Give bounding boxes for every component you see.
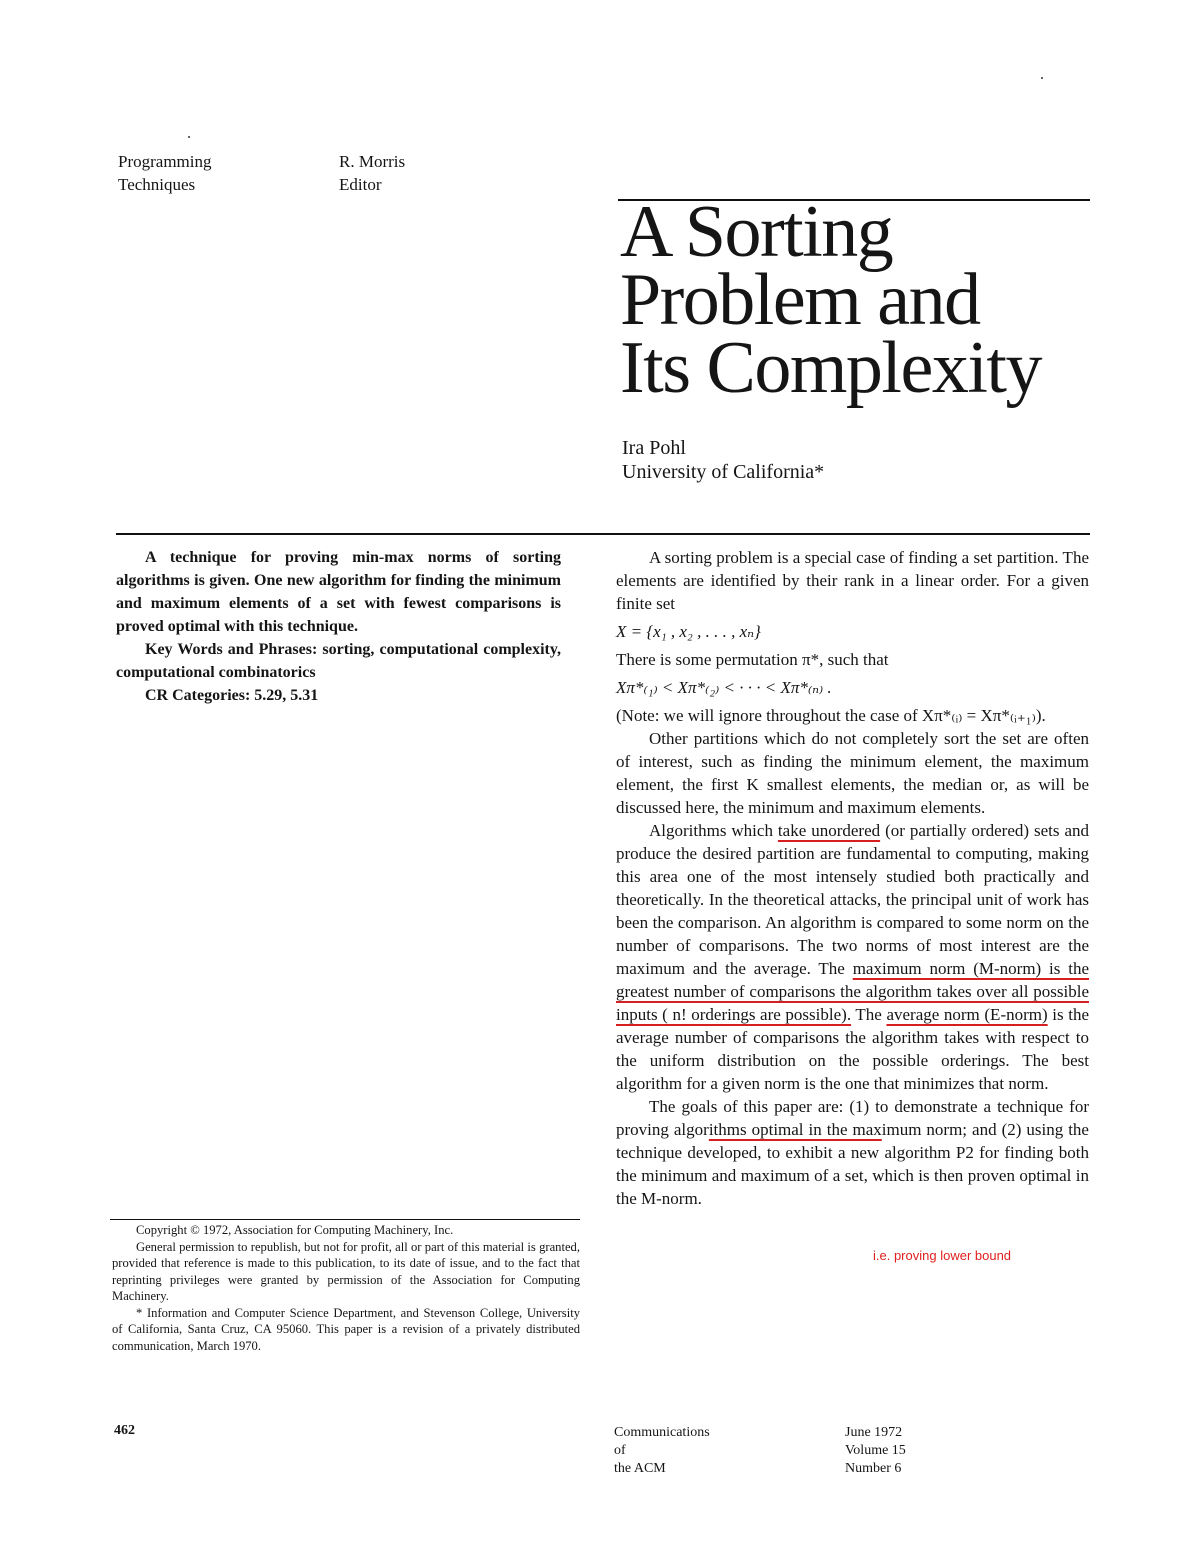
- author-block: [622, 436, 824, 484]
- paragraph-1: A sorting problem is a special case of finding a set partition. The elements are identified by their rank in a linear order. For a given finite set: [616, 548, 1089, 613]
- paragraph-note: (Note: we will ignore throughout the case of Xπ*₍ᵢ₎ = Xπ*₍ᵢ₊₁₎).: [616, 706, 1046, 725]
- issue-number: Number 6: [845, 1461, 902, 1476]
- paragraph-algorithms: [616, 819, 1089, 1095]
- red-underline-maximum-norm: maximum norm (M-norm) is the greatest number of comparisons the algorithm takes over all possible inputs ( n! orderings are possible).: [616, 959, 1089, 1024]
- author-affiliation: University of California*: [622, 461, 825, 483]
- equation-set: X = {x₁ , x₂ , . . . , xₙ}: [616, 622, 761, 641]
- red-underline-take-unordered: take unordered: [777, 821, 881, 840]
- journal-line-3: the ACM: [614, 1461, 666, 1476]
- editor-name: R. Morris: [339, 152, 406, 171]
- editor-role: Editor: [339, 175, 382, 194]
- text-run: is the average number of comparisons the algorithm takes with respect to the uniform distribution on the possible orderings. The best algorithm for a given norm is the one that minimizes that norm.: [616, 1005, 1089, 1093]
- annotation-note: i.e. proving lower bound: [873, 1248, 1012, 1263]
- scan-speck: [188, 136, 190, 138]
- red-underline-average-norm: average norm (E-norm): [886, 1005, 1048, 1024]
- abstract-summary: A technique for proving min-max norms of sorting algorithms is given. One new algorithm for finding the minimum and maximum elements of a set with fewest comparisons is proved optimal with this technique.: [116, 549, 561, 635]
- paragraph-2: There is some permutation π*, such that: [616, 650, 889, 669]
- paper-title: [620, 191, 1160, 409]
- issue-volume: Volume 15: [845, 1443, 906, 1458]
- footnote-affiliation: * Information and Computer Science Department, and Stevenson College, University of California, Santa Cruz, CA 95060. This paper is a revision of a privately distributed communication, March 1970.: [112, 1305, 580, 1353]
- text-run: imum norm; and (2) using the technique developed, to exhibit a new algorithm P2 for finding both the minimum and maximum of a set, which is then proven optimal in the M-norm.: [616, 1120, 1089, 1208]
- paragraph-goals: [616, 1095, 1089, 1210]
- text-run: Algorithms which: [649, 821, 778, 840]
- scan-speck: [1041, 77, 1043, 79]
- author-name: Ira Pohl: [622, 437, 686, 459]
- red-underline-optimal: ithms optimal in the max: [708, 1120, 882, 1139]
- issue-info: [845, 1424, 906, 1478]
- title-line-1: A Sorting: [620, 191, 893, 273]
- abstract-keywords: Key Words and Phrases: sorting, computational complexity, computational combinatorics: [116, 641, 561, 681]
- text-run: The: [851, 1005, 887, 1024]
- section-line-2: Techniques: [118, 175, 196, 194]
- abstract: [116, 546, 561, 707]
- footnote-rule: [110, 1219, 580, 1220]
- equation-permutation: Xπ*₍₁₎ < Xπ*₍₂₎ < · · · < Xπ*₍ₙ₎ .: [616, 678, 832, 697]
- abstract-categories: CR Categories: 5.29, 5.31: [145, 687, 319, 704]
- body-text: [616, 546, 1089, 1210]
- title-line-2: Problem and: [620, 259, 980, 341]
- paragraph-partitions: Other partitions which do not completely sort the set are often of interest, such as finding the minimum element, the maximum element, the first K smallest elements, the median or, as will be discussed here, the minimum and maximum elements.: [616, 729, 1089, 817]
- journal-line-1: Communications: [614, 1425, 710, 1440]
- page-number: 462: [114, 1423, 135, 1438]
- text-run: (or partially ordered) sets and produce the desired partition are fundamental to computing, making this area one of the most intensely studied both practically and theoretically. In the theoretical attacks, the principal unit of work has been the comparison. An algorithm is compared to some norm on the number of comparisons. The two norms of most interest are the maximum and the average. The: [616, 821, 1089, 978]
- section-label: [118, 150, 212, 196]
- journal-line-2: of: [614, 1443, 626, 1458]
- editor-label: [339, 150, 405, 196]
- section-rule: [116, 533, 1090, 535]
- footnote-copyright: Copyright © 1972, Association for Computing Machinery, Inc.: [136, 1223, 454, 1237]
- footnotes: [112, 1222, 580, 1354]
- footnote-permission: General permission to republish, but not for profit, all or part of this material is granted, provided that reference is made to this publication, to its date of issue, and to the fact that reprinting privileges were granted by permission of the Association for Computing Machinery.: [112, 1239, 580, 1303]
- issue-date: June 1972: [845, 1425, 903, 1440]
- text-run: The goals of this paper are: (1) to demonstrate a technique for proving algor: [616, 1097, 1089, 1139]
- section-line-1: Programming: [118, 152, 212, 171]
- journal-name: [614, 1424, 710, 1478]
- title-line-3: Its Complexity: [620, 327, 1041, 409]
